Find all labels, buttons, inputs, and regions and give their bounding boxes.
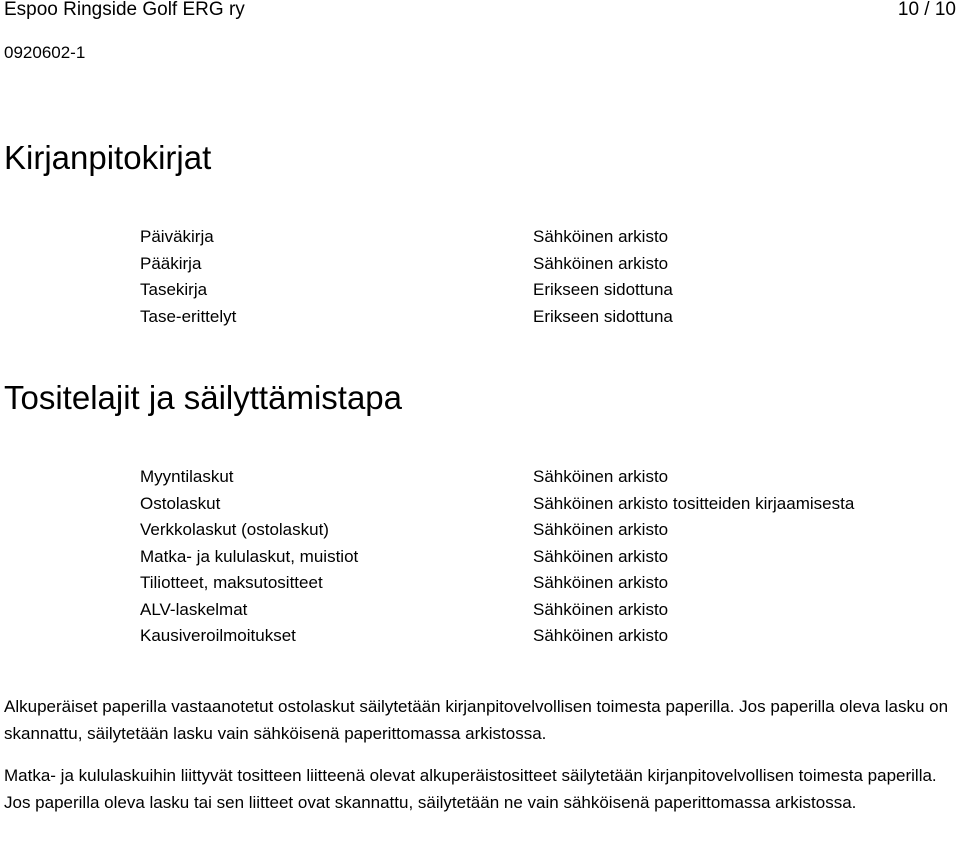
storage-method: Sähköinen arkisto	[533, 227, 669, 246]
page-indicator: 10 / 10	[897, 0, 956, 20]
storage-method: Sähköinen arkisto	[533, 253, 669, 273]
list-item	[140, 570, 940, 597]
voucher-type: Myyntilaskut	[140, 467, 234, 486]
voucher-type: Tiliotteet, maksutositteet	[140, 573, 323, 592]
storage-method: Sähköinen arkisto	[533, 467, 669, 486]
organization-name: Espoo Ringside Golf ERG ry	[4, 0, 245, 20]
voucher-type: Kausiveroilmoitukset	[140, 626, 296, 645]
storage-method: Sähköinen arkisto	[533, 626, 669, 645]
list-item	[140, 277, 940, 304]
list-item	[140, 464, 940, 491]
voucher-type: ALV-laskelmat	[140, 599, 248, 619]
note-paragraph-original-invoices: Alkuperäiset paperilla vastaanotetut ostolaskut säilytetään kirjanpitovelvollisen toimesta paperilla. Jos paperilla oleva lasku on skannattu, säilytetään lasku vain sähköisenä paperittomassa arkistossa.	[4, 697, 949, 743]
voucher-type: Matka- ja kululaskut, muistiot	[140, 546, 359, 566]
storage-method: Erikseen sidottuna	[533, 306, 673, 326]
list-item	[140, 544, 940, 571]
list-item	[140, 224, 940, 251]
books-list	[140, 224, 940, 330]
list-item	[140, 517, 940, 544]
vouchers-list	[140, 464, 940, 650]
storage-method: Sähköinen arkisto	[533, 520, 669, 539]
section-title-vouchers: Tositelajit ja säilyttämistapa	[4, 379, 402, 416]
note-paragraph-travel-expenses: Matka- ja kululaskuihin liittyvät tositteen liitteenä olevat alkuperäistositteet säilytetään kirjanpitovelvollisen toimesta paperilla. Jos paperilla oleva lasku tai sen liitteet ovat skannattu, säilytetään ne vain sähköisenä paperittomassa arkistossa.	[4, 766, 937, 812]
list-item	[140, 491, 940, 518]
storage-method: Sähköinen arkisto	[533, 599, 669, 619]
list-item	[140, 304, 940, 331]
list-item	[140, 597, 940, 624]
storage-method: Sähköinen arkisto	[533, 573, 669, 592]
book-name: Päiväkirja	[140, 227, 214, 246]
document-number: 0920602-1	[4, 43, 86, 62]
book-name: Pääkirja	[140, 253, 202, 273]
storage-method: Sähköinen arkisto tositteiden kirjaamisesta	[533, 493, 855, 513]
voucher-type: Ostolaskut	[140, 493, 221, 513]
storage-method: Sähköinen arkisto	[533, 546, 669, 566]
list-item	[140, 251, 940, 278]
book-name: Tasekirja	[140, 280, 208, 299]
storage-method: Erikseen sidottuna	[533, 280, 673, 299]
list-item	[140, 623, 940, 650]
voucher-type: Verkkolaskut (ostolaskut)	[140, 520, 329, 539]
book-name: Tase-erittelyt	[140, 306, 237, 326]
section-title-books: Kirjanpitokirjat	[4, 139, 212, 176]
